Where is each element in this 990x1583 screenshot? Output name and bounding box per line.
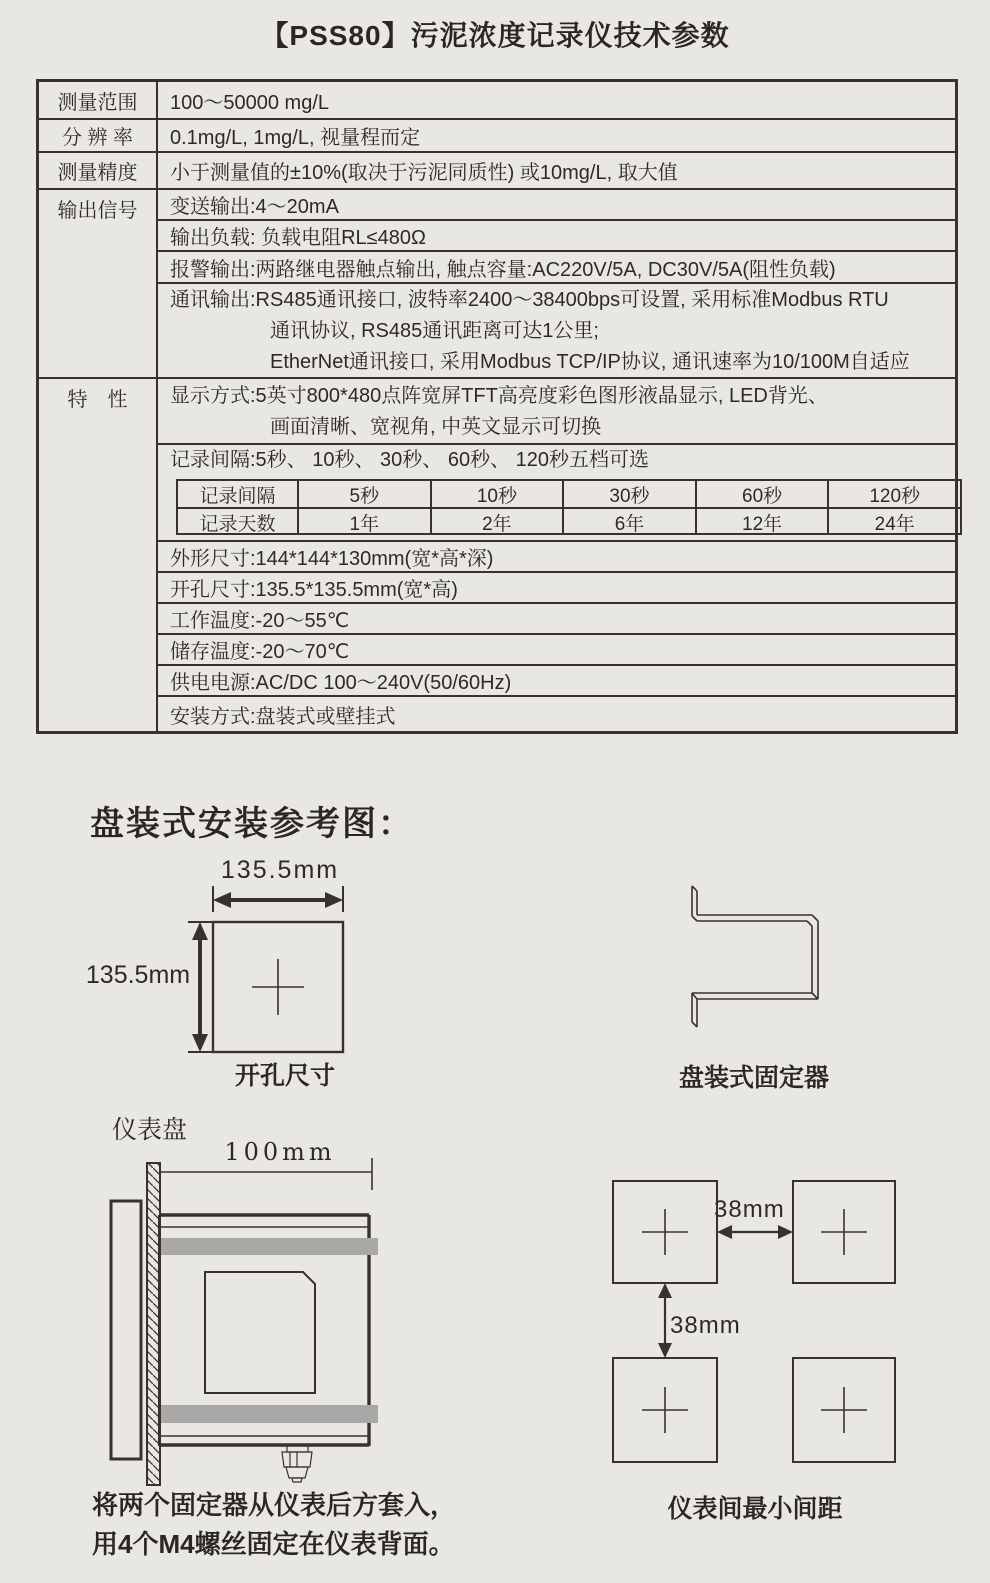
row-features [39,377,955,731]
panel-depth-dim: 100mm [224,1138,336,1166]
bracket-caption: 盘装式固定器 [678,1064,829,1092]
panel-side-view-diagram [90,1105,390,1495]
record-table-cell: 10秒 [430,481,563,507]
row-label: 特 性 [39,379,158,731]
output-transmit: 变送输出:4～20mA [170,196,339,218]
cutout-caption: 开孔尺寸 [234,1062,335,1090]
row-value: 小于测量值的±10%(取决于污泥同质性) 或10mg/L, 取大值 [170,162,678,184]
output-subrows [158,190,955,377]
comm-line-2: 通讯协议, RS485通讯距离可达1公里; [270,320,599,342]
feature-mounting: 安装方式:盘装式或壁挂式 [158,695,955,731]
feature-work-temp: 工作温度:-20～55℃ [158,602,955,633]
record-table [176,479,962,535]
record-table-cell: 12年 [695,507,828,533]
feature-storage-temp: 储存温度:-20～70℃ [158,633,955,664]
bracket-diagram [670,870,840,1040]
spacing-h-dim: 38mm [714,1196,785,1223]
record-interval-line: 记录间隔:5秒、 10秒、 30秒、 60秒、 120秒五档可选 [170,449,650,471]
row-label: 输出信号 [39,190,158,377]
row-label: 测量范围 [39,82,158,118]
feature-display [158,379,955,443]
features-subrows [158,379,955,731]
row-output-signal [39,188,955,377]
spec-table [36,79,958,734]
row-value: 100～50000 mg/L [170,91,330,114]
install-note-line-1: 将两个固定器从仪表后方套入， [92,1490,457,1520]
install-note-line-2: 用4个M4螺丝固定在仪表背面。 [92,1529,455,1559]
record-table-cell: 24年 [827,507,960,533]
output-alarm: 报警输出:两路继电器触点输出, 触点容量:AC220V/5A, DC30V/5A(阻性负载) [158,250,955,282]
display-line-1: 显示方式:5英寸800*480点阵宽屏TFT高亮度彩色图形液晶显示, LED背光、 [170,385,828,407]
cutout-width-dim: 135.5mm [220,856,340,884]
feature-record [158,443,955,540]
panel-label: 仪表盘 [112,1115,188,1144]
row-label: 测量精度 [39,153,158,188]
row-value: 0.1mg/L, 1mg/L, 视量程而定 [170,127,421,149]
output-comm [158,282,955,377]
feature-power: 供电电源:AC/DC 100～240V(50/60Hz) [158,664,955,695]
row-label: 分 辨 率 [39,120,158,151]
row-measure-range [39,82,955,118]
comm-line-3: EtherNet通讯接口, 采用Modbus TCP/IP协议, 通讯速率为10/100M自适应 [270,351,910,373]
feature-cutout: 开孔尺寸:135.5*135.5mm(宽*高) [158,571,955,602]
record-table-cell: 5秒 [297,481,430,507]
record-table-cell: 记录天数 [178,507,297,533]
comm-line-1: 通讯输出:RS485通讯接口, 波特率2400～38400bps可设置, 采用标准Modbus RTU [170,289,889,311]
record-table-cell: 记录间隔 [199,486,276,507]
record-table-cell: 120秒 [827,481,960,507]
record-table-cell: 6年 [562,507,695,533]
page-title: 【PSS80】污泥浓度记录仪技术参数 [260,20,730,51]
row-accuracy [39,151,955,188]
record-table-cell: 2年 [430,507,563,533]
output-load: 输出负载: 负载电阻RL≤480Ω [158,219,955,250]
feature-dimensions: 外形尺寸:144*144*130mm(宽*高*深) [158,540,955,571]
row-resolution [39,118,955,151]
install-note [92,1486,456,1564]
install-section-title: 盘装式安装参考图： [90,805,414,843]
record-table-cell: 60秒 [695,481,828,507]
spacing-v-dim: 38mm [670,1312,741,1339]
cutout-height-dim: 135.5mm [85,961,191,989]
record-table-cell: 30秒 [562,481,695,507]
spacing-caption: 仪表间最小间距 [667,1495,843,1523]
display-line-2: 画面清晰、宽视角, 中英文显示可切换 [270,416,602,438]
record-table-cell: 1年 [297,507,430,533]
